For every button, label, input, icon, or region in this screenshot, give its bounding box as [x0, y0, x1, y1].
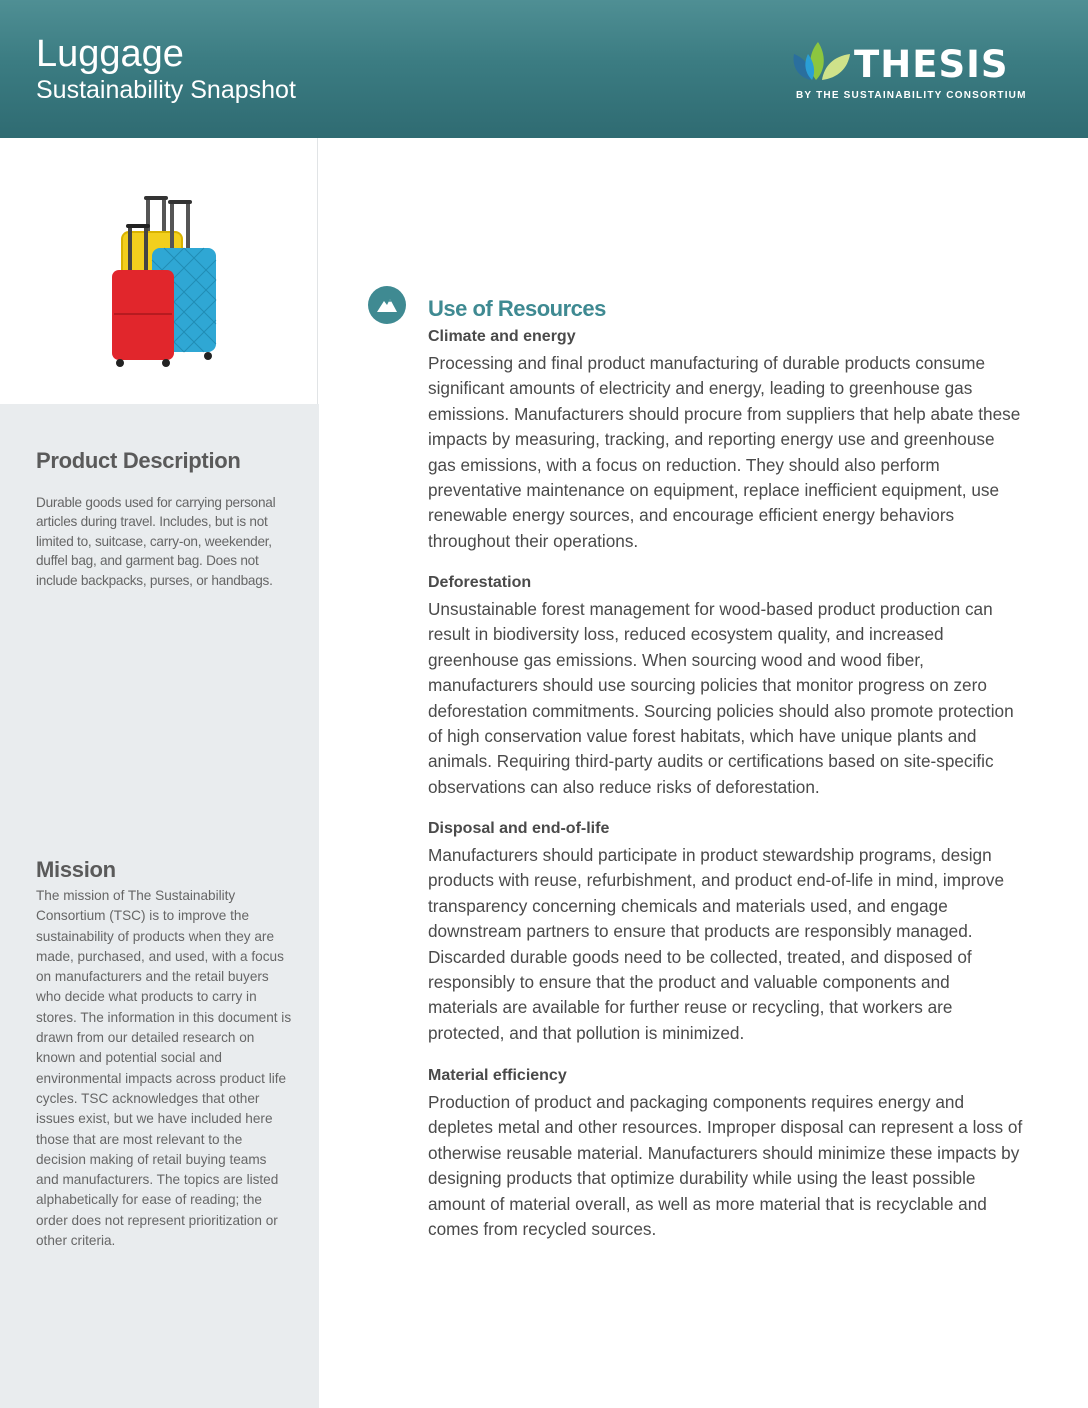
topic-material-efficiency: [428, 1065, 1028, 1242]
luggage-image: [100, 196, 230, 368]
leaf-logo-icon: [790, 36, 854, 84]
sidebar: [0, 404, 319, 1408]
header-banner: [0, 0, 1088, 138]
page-title: Luggage: [36, 33, 184, 75]
topic-deforestation: [428, 572, 1028, 800]
mountain-icon: [368, 286, 406, 324]
topic-body: Unsustainable forest management for wood-based product production can result in biodiversity loss, reduced ecosystem quality, and increased greenhouse gas emissions. When sourcing wood and wood fiber, manufacturers should use sourcing policies that monitor progress on zero deforestation commitments. Sourcing policies should also promote protection of high conservation value forest habitats, which have unique plants and animals. Requiring third-party audits or certifications based on site-specific observations can also reduce risks of deforestation.: [428, 599, 1014, 797]
mission-text: The mission of The Sustainability Consortium (TSC) is to improve the sustainability of products when they are made, purchased, and used, with a focus on manufacturers and the retail buyers who decide what products to carry in stores. The information in this document is drawn from our detailed research on known and potential social and environmental impacts across product life cycles. TSC acknowledges that other issues exist, but we have included here those that are most relevant to the decision making of retail buying teams and manufacturers. The topics are listed alphabetically for ease of reading; the order does not represent prioritization or other criteria.: [36, 888, 292, 1249]
topic-heading: Disposal and end-of-life: [428, 820, 610, 837]
page-subtitle: Sustainability Snapshot: [36, 76, 296, 104]
logo-tagline: BY THE SUSTAINABILITY CONSORTIUM: [796, 90, 1027, 101]
product-description-text: Durable goods used for carrying personal articles during travel. Includes, but is not limited to, suitcase, carry-on, weekender, duffel bag, and garment bag. Does not include backpacks, purses, or handbags.: [36, 495, 276, 588]
thesis-logo: [790, 36, 1030, 106]
column-divider: [317, 138, 318, 404]
topic-heading: Climate and energy: [428, 328, 576, 345]
logo-wordmark: THESIS: [854, 43, 1009, 86]
product-description-heading: Product Description: [36, 448, 241, 473]
topic-disposal-and-end-of-life: [428, 818, 1028, 1046]
topic-body: Processing and final product manufacturing of durable products consume significant amounts of electricity and energy, leading to greenhouse gas emissions. Manufacturers should procure from suppliers that help abate these impacts by measuring, tracking, and reporting energy use and greenhouse gas emissions, with a focus on reduction. They should also perform preventative maintenance on equipment, replace inefficient equipment, use renewable energy sources, and encourage efficient energy behaviors throughout their operations.: [428, 353, 1021, 551]
topic-heading: Deforestation: [428, 574, 532, 591]
topic-heading: Material efficiency: [428, 1067, 567, 1084]
topic-climate-and-energy: [428, 326, 1028, 554]
section-title: Use of Resources: [428, 296, 606, 321]
topic-body: Manufacturers should participate in product stewardship programs, design products with reuse, refurbishment, and product end-of-life in mind, improve transparency concerning chemicals and materials used, and engage downstream partners to ensure that products are responsibly managed. Discarded durable goods need to be collected, treated, and disposed of responsibly to ensure that the product and valuable components and materials are available for further reuse or recycling, that workers are protected, and that pollution is minimized.: [428, 845, 1005, 1043]
mission-heading: Mission: [36, 857, 116, 882]
product-image-panel: [0, 138, 317, 404]
topic-body: Production of product and packaging components requires energy and depletes metal and other resources. Improper disposal can represent a loss of otherwise reusable material. Manufacturers should minimize these impacts by designing products that optimize durability while using the least possible amount of material overall, as well as more material that is recyclable and comes from recycled sources.: [428, 1092, 1023, 1240]
